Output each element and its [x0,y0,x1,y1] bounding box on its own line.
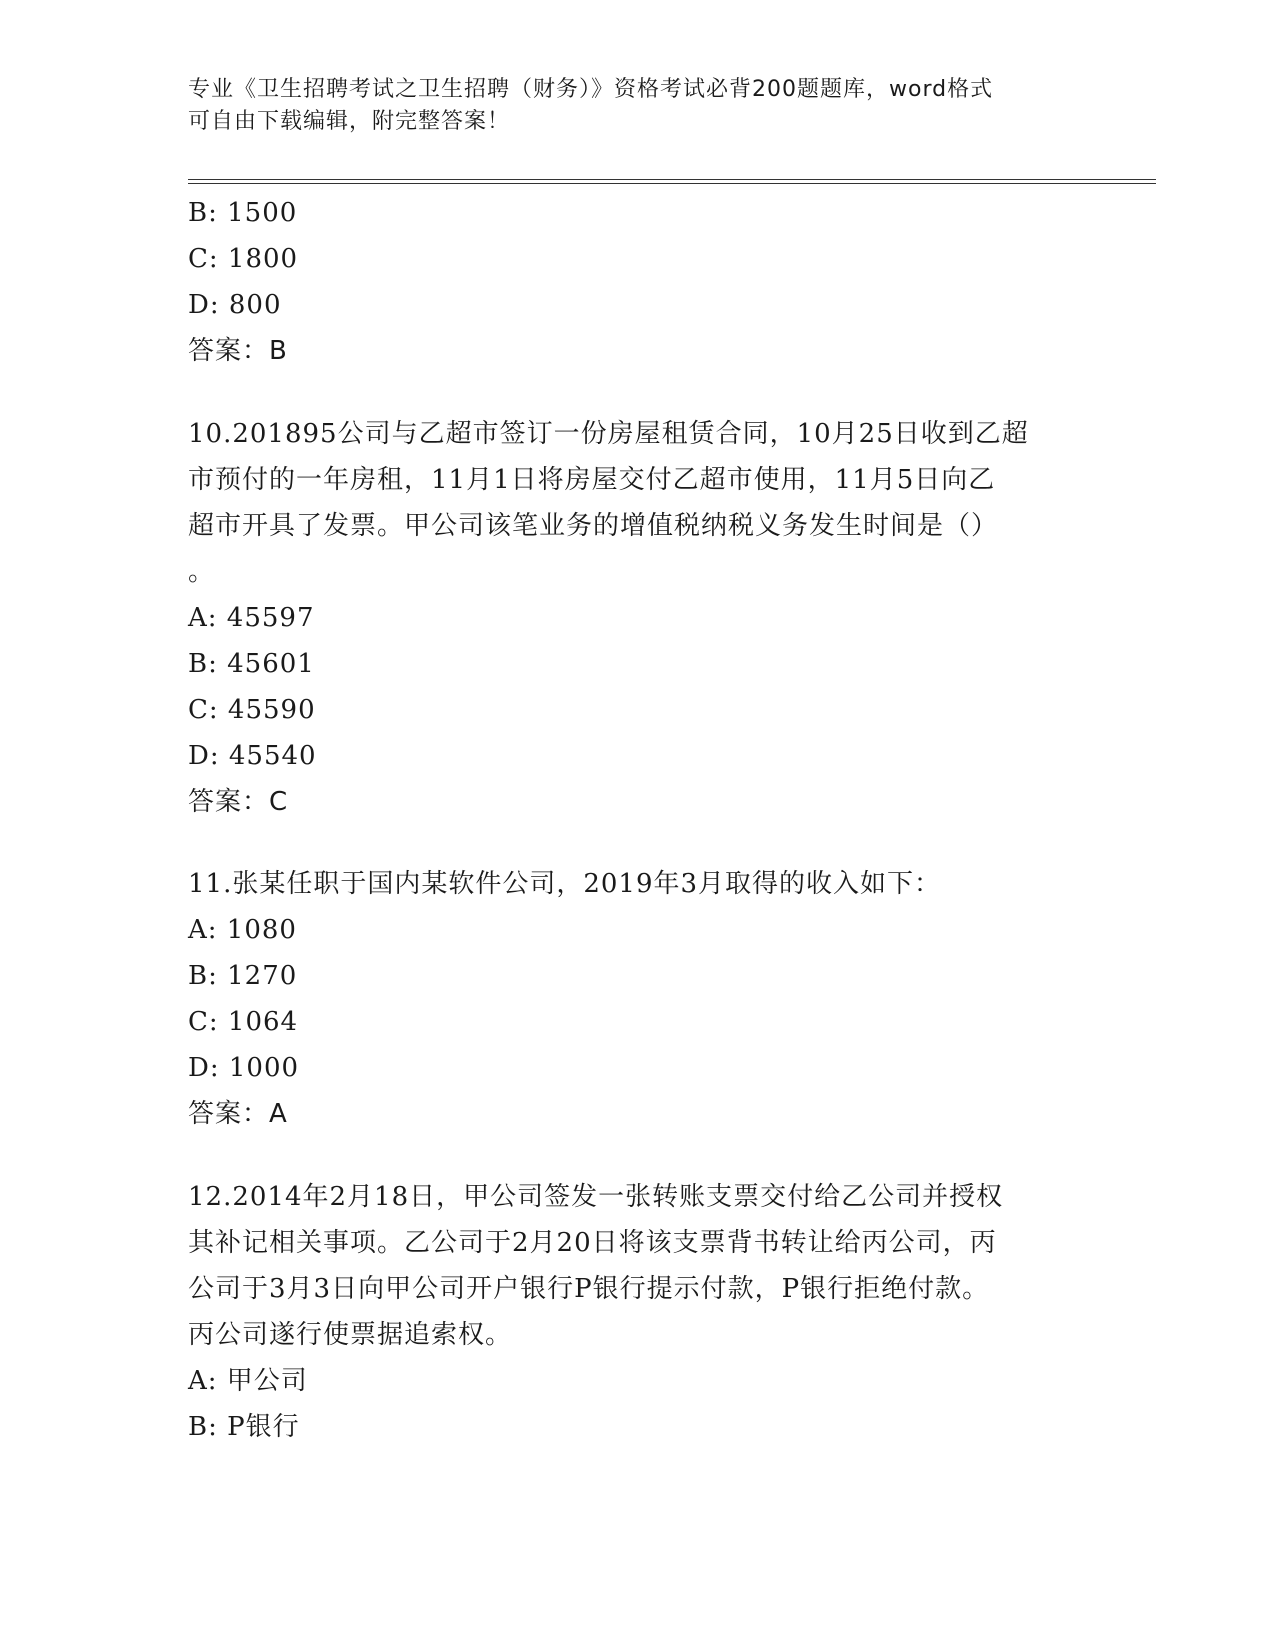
question-10 [188,411,1088,825]
header-line-2: 可自由下载编辑，附完整答案！ [188,109,511,134]
question-stem-line: 。 [188,557,216,587]
option-b: B: 1270 [188,961,298,991]
option-d: D: 45540 [188,741,317,771]
question-stem-line: 丙公司遂行使票据追索权。 [188,1320,513,1350]
header-divider-bottom [188,183,1156,184]
option-a: A: 45597 [188,603,315,633]
question-stem-line: 公司于3月3日向甲公司开户银行P银行提示付款，P银行拒绝付款。 [188,1274,990,1304]
question-stem-line: 其补记相关事项。乙公司于2月20日将该支票背书转让给丙公司，丙 [188,1228,997,1258]
answer-line: 答案：B [188,336,288,366]
option-d: D: 1000 [188,1053,300,1083]
document-header [188,74,1068,138]
question-stem-line: 10.201895公司与乙超市签订一份房屋租赁合同，10月25日收到乙超 [188,419,1029,449]
document-body [188,190,1088,1450]
question-9 [188,190,1088,374]
question-stem-line: 市预付的一年房租，11月1日将房屋交付乙超市使用，11月5日向乙 [188,465,996,495]
option-d: D: 800 [188,290,282,320]
header-line-1: 专业《卫生招聘考试之卫生招聘（财务）》资格考试必背200题题库，word格式 [188,77,994,102]
option-c: C: 45590 [188,695,316,725]
question-stem-line: 11.张某任职于国内某软件公司，2019年3月取得的收入如下： [188,869,942,899]
answer-line: 答案：C [188,787,289,817]
option-c: C: 1064 [188,1007,299,1037]
answer-line: 答案：A [188,1099,288,1129]
option-b: B: P银行 [188,1412,300,1442]
option-b: B: 45601 [188,649,315,679]
question-11 [188,861,1088,1137]
question-stem-line: 超市开具了发票。甲公司该笔业务的增值税纳税义务发生时间是（） [188,511,999,541]
option-b: B: 1500 [188,198,298,228]
option-c: C: 1800 [188,244,299,274]
header-divider-top [188,179,1156,180]
option-a: A: 甲公司 [188,1366,308,1396]
question-stem-line: 12.2014年2月18日，甲公司签发一张转账支票交付给乙公司并授权 [188,1182,1004,1212]
option-a: A: 1080 [188,915,297,945]
question-12 [188,1174,1088,1450]
